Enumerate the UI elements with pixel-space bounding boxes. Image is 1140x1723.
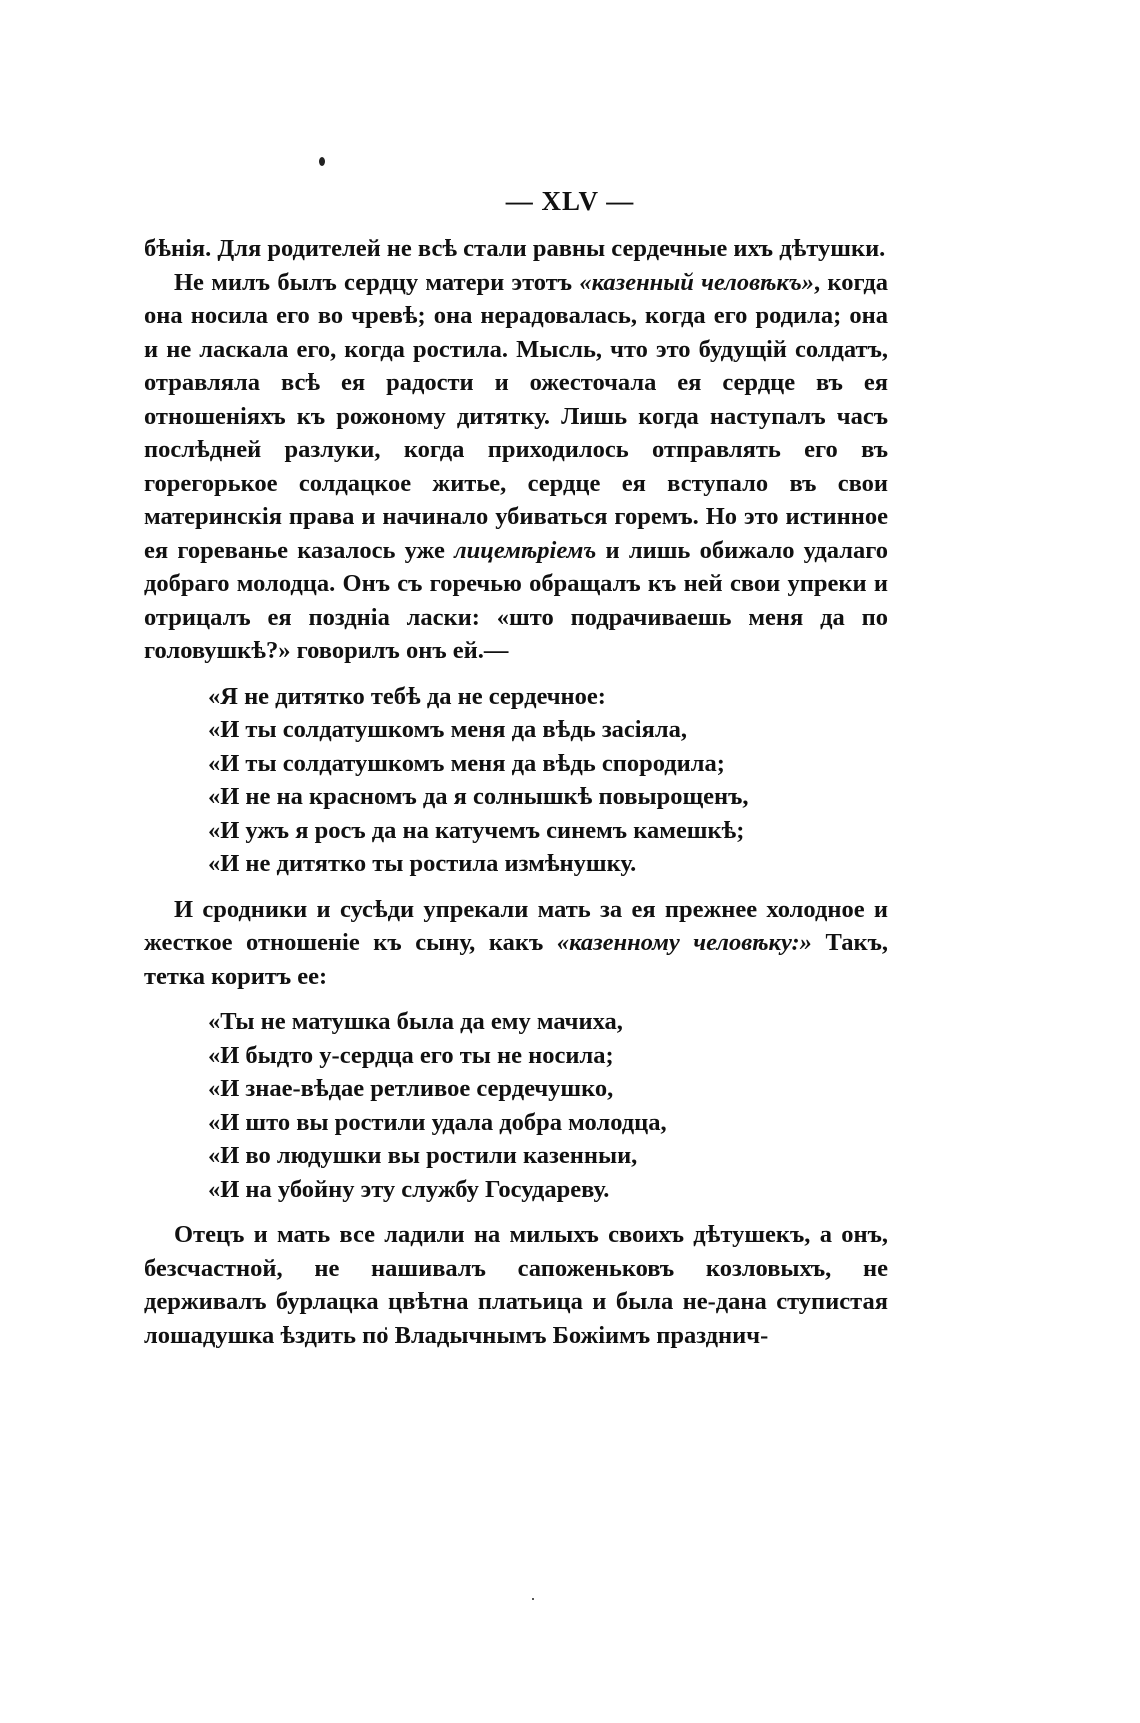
body-text	[144, 232, 888, 1352]
verse-line: «И што вы ростили удала добра молодца,	[208, 1108, 667, 1136]
paragraph	[144, 266, 888, 668]
verse-quote	[208, 1005, 888, 1206]
verse-line: «И ты солдатушкомъ меня да вѣдь засіяла,	[208, 716, 687, 743]
text-run: И сродники и сусѣди упрекали мать за ея прежнее холодное и жесткое отношеніе къ сыну, какъ	[144, 895, 888, 956]
text-run: , когда она носила его во чревѣ; она нерадовалась, когда его родила; она и не ласкала его, когда ростила. Мысль, что это будущій солдатъ, отравляла всѣ ея радости и ожесточала ея сердце въ ея отношеніяхъ къ рожоному дитятку. Лишь когда наступалъ часъ послѣдней разлуки, когда приходилось отправлять его въ горегорькое солдацкое житье, сердце ея вступало въ свои материнскія права и начинало убиваться горемъ. Но это истинное ея гореванье казалось уже	[144, 268, 889, 564]
ink-speck	[319, 157, 325, 166]
verse-line: «Ты не матушка была да ему мачиха,	[208, 1008, 623, 1035]
text-run: Такъ, тетка коритъ ее:	[144, 929, 888, 990]
text-run: Не милъ былъ сердцу матери этотъ	[174, 268, 580, 296]
verse-line: «Я не дитятко тебѣ да не сердечное:	[208, 682, 606, 710]
verse-line: «И во людушки вы ростили казенныи,	[208, 1142, 638, 1169]
page-number: — XLV —	[505, 186, 635, 216]
italic-quote: «казенный человѣкъ»	[579, 268, 814, 296]
text-run: и лишь обижало удалаго добраго молодца. Онъ съ горечью обращалъ къ ней свои упреки и отрицалъ ея поздніа ласки: «што подрачиваешь меня да по головушкѣ?» говорилъ онъ ей.—	[144, 536, 888, 664]
verse-line: «И быдто у-сердца его ты не носила;	[208, 1041, 614, 1069]
verse-line: «И ты солдатушкомъ меня да вѣдь спородила;	[208, 749, 725, 777]
paragraph: Отецъ и мать все ладили на милыхъ своихъ дѣтушекъ, а онъ, безсчастной, не нашивалъ сапоженьковъ козловыхъ, не держивалъ бурлацка цвѣтна платьица и была не-дана ступистая лошадушка ѣздить по Владычнымъ Божіимъ празднич-	[144, 1221, 888, 1349]
verse-quote	[208, 680, 888, 881]
italic-quote: лицемѣріемъ	[454, 536, 597, 564]
verse-line: «И ужъ я росъ да на катучемъ синемъ камешкѣ;	[208, 816, 745, 844]
paragraph-continued: бѣнія. Для родителей не всѣ стали равны сердечные ихъ дѣтушки.	[144, 235, 886, 262]
ink-speck	[532, 1598, 534, 1600]
verse-line: «И не дитятко ты ростила измѣнушку.	[208, 850, 637, 877]
verse-line: «И на убойну эту службу Государеву.	[208, 1175, 610, 1203]
italic-quote: «казенному человѣку:»	[556, 929, 812, 956]
paragraph	[144, 893, 888, 994]
verse-line: «И не на красномъ да я солнышкѣ повырощенъ,	[208, 783, 749, 810]
verse-line: «И знае-вѣдае ретливое сердечушко,	[208, 1075, 614, 1102]
